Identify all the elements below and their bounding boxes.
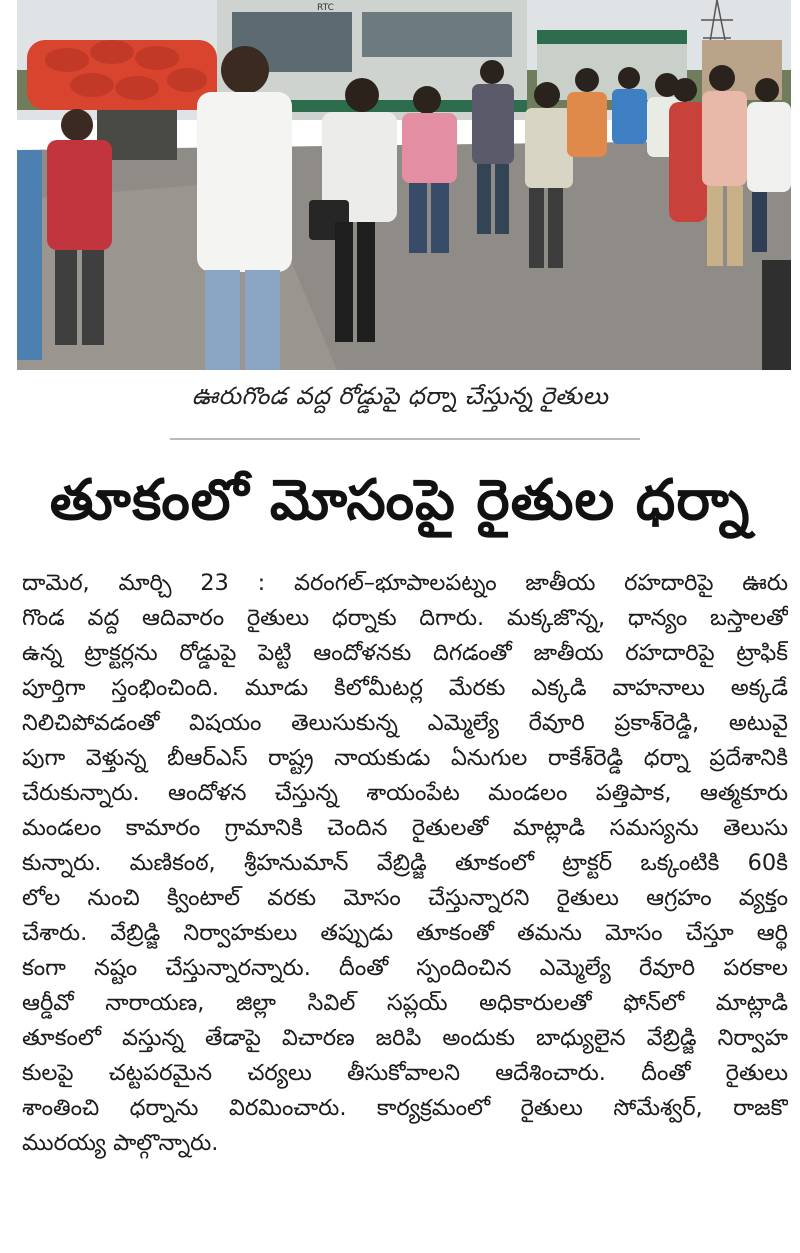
body-line: గొండ వద్ద ఆదివారం రైతులు ధర్నాకు దిగారు. మక్కజొన్న, ధాన్యం బస్తాలతో bbox=[22, 605, 788, 631]
divider bbox=[170, 438, 640, 440]
body-line: చేరుకున్నారు. ఆందోళన చేస్తున్న శాయంపేట మండలం పత్తిపాక, ఆత్మకూరు bbox=[22, 780, 788, 806]
body-line: కున్నారు. మణికంఠ, శ్రీహనుమాన్‌ వేబ్రిడ్జి తూకంలో ట్రాక్టర్‌ ఒక్కంటికి 60కి bbox=[22, 850, 788, 876]
body-line: శాంతించి ధర్నాను విరమించారు. కార్యక్రమంలో రైతులు సోమేశ్వర్‌, రాజకొ bbox=[22, 1095, 788, 1121]
body-line: మండలం కామారం గ్రామానికి చెందిన రైతులతో మాట్లాడి సమస్యను తెలుసు bbox=[22, 815, 788, 841]
bus-plate: RTC bbox=[317, 3, 334, 13]
headline: తూకంలో మోసంపై రైతుల ధర్నా bbox=[49, 468, 751, 533]
body-line: పుగా వెళ్తున్న బీఆర్‌ఎస్‌ రాష్ట్ర నాయకుడు ఏనుగుల రాకేశ్‌రెడ్డి ధర్నా ప్రదేశానికి bbox=[22, 745, 788, 771]
body-line: లోల నుంచి క్వింటాల్‌ వరకు మోసం చేస్తున్నారని రైతులు ఆగ్రహం వ్యక్తం bbox=[22, 885, 788, 911]
body-line: ఆర్డీవో నారాయణ, జిల్లా సివిల్‌ సప్లయ్‌ అధికారులతో ఫోన్‌లో మాట్లాడి bbox=[22, 990, 788, 1016]
body-line: మురయ్య పాల్గొన్నారు. bbox=[22, 1130, 219, 1156]
body-line: కులపై చట్టపరమైన చర్యలు తీసుకోవాలని ఆదేశించారు. దీంతో రైతులు bbox=[22, 1060, 788, 1086]
body-line: నిలిచిపోవడంతో విషయం తెలుసుకున్న ఎమ్మెల్యే రేవూరి ప్రకాశ్‌రెడ్డి, అటువై bbox=[22, 710, 788, 736]
body-line: దామెర, మార్చి 23 : వరంగల్‌–భూపాలపట్నం జాతీయ రహదారిపై ఊరు bbox=[22, 570, 788, 596]
photo-caption: ఊరుగొండ వద్ద రోడ్డుపై ధర్నా చేస్తున్న రైతులు bbox=[191, 382, 609, 410]
body-line: కంగా నష్టం చేస్తున్నారన్నారు. దీంతో స్పందించిన ఎమ్మెల్యే రేవూరి పరకాల bbox=[22, 955, 788, 981]
body-line: తూకంలో వస్తున్న తేడాపై విచారణ జరిపి అందుకు బాధ్యులైన వేబ్రిడ్జి నిర్వాహ bbox=[22, 1025, 788, 1051]
news-photo bbox=[17, 0, 791, 370]
body-line: ఉన్న ట్రాక్టర్లను రోడ్డుపై పెట్టి ఆందోళనకు దిగడంతో జాతీయ రహదారిపై ట్రాఫిక్‌ bbox=[22, 640, 788, 666]
body-line: పూర్తిగా స్తంభించింది. మూడు కిలోమీటర్ల మేరకు ఎక్కడి వాహనాలు అక్కడే bbox=[22, 675, 788, 701]
article-body bbox=[22, 566, 788, 1161]
body-line: చేశారు. వేబ్రిడ్జి నిర్వాహకులు తప్పుడు తూకంతో తమను మోసం చేస్తూ ఆర్థి bbox=[22, 920, 788, 946]
